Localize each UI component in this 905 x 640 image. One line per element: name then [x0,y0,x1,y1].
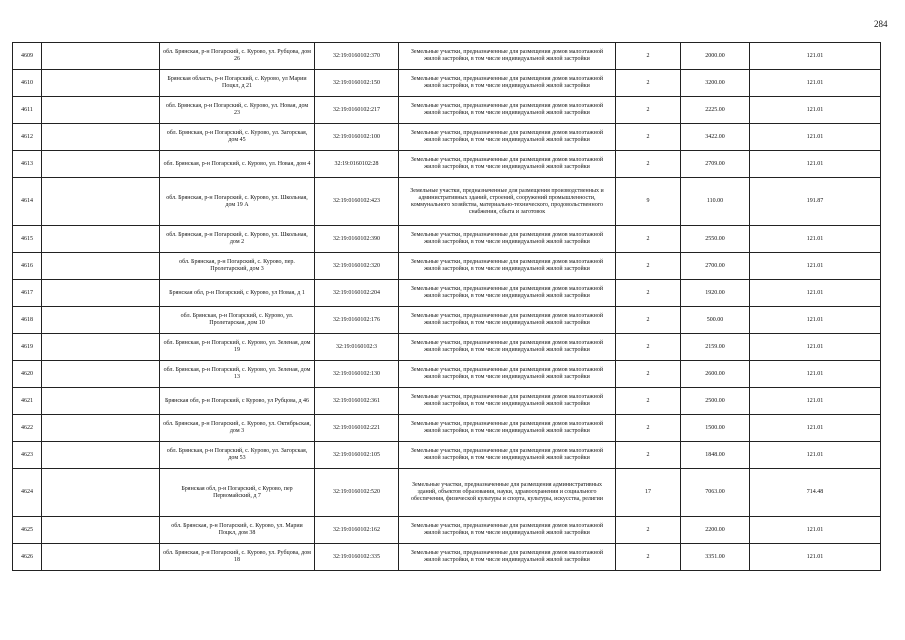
address-cell: обл. Брянская, р-н Погарский, с. Курово, ул. Пролетарская, дом 10 [160,307,315,334]
cadastral-number-cell: 32:19:0160102:150 [315,70,399,97]
blank-cell [42,415,160,442]
specific-value-cell: 121.01 [750,151,881,178]
area-cell: 7063.00 [681,469,750,517]
row-number-cell: 4609 [13,43,42,70]
row-number-cell: 4615 [13,226,42,253]
row-number-cell: 4620 [13,361,42,388]
row-number-cell: 4616 [13,253,42,280]
row-number-cell: 4622 [13,415,42,442]
cadastral-number-cell: 32:19:0160102:361 [315,388,399,415]
group-code-cell: 2 [616,544,681,571]
cadastral-number-cell: 32:19:0160102:100 [315,124,399,151]
table-row [13,43,881,70]
specific-value-cell: 121.01 [750,442,881,469]
specific-value-cell: 121.01 [750,361,881,388]
area-cell: 2159.00 [681,334,750,361]
specific-value-cell: 121.01 [750,70,881,97]
specific-value-cell: 191.87 [750,178,881,226]
cadastral-number-cell: 32:19:0160102:335 [315,544,399,571]
group-code-cell: 2 [616,517,681,544]
land-use-description-cell: Земельные участки, предназначенные для размещения производственных и административных зданий, строений, сооружений промышленности, коммунального хозяйства, материально-технического, продовольственного снабжения, сбыта и заготовок [399,178,616,226]
address-cell: обл. Брянская, р-н Погарский, с. Курово, ул. Зеленая, дом 13 [160,361,315,388]
area-cell: 110.00 [681,178,750,226]
specific-value-cell: 121.01 [750,544,881,571]
area-cell: 2500.00 [681,388,750,415]
row-number-cell: 4623 [13,442,42,469]
specific-value-cell: 121.01 [750,253,881,280]
row-number-cell: 4614 [13,178,42,226]
row-number-cell: 4626 [13,544,42,571]
address-cell: обл. Брянская, р-н Погарский, с. Курово, ул. Загорская, дом 53 [160,442,315,469]
blank-cell [42,124,160,151]
address-cell: обл. Брянская, р-н Погарский, с. Курово, ул. Рубцова, дом 18 [160,544,315,571]
land-use-description-cell: Земельные участки, предназначенные для размещения домов малоэтажной жилой застройки, в том числе индивидуальной жилой застройки [399,70,616,97]
group-code-cell: 2 [616,97,681,124]
address-cell: обл. Брянская, р-н Погарский, с. Курово, ул. Школьная, дом 19 А [160,178,315,226]
row-number-cell: 4610 [13,70,42,97]
land-use-description-cell: Земельные участки, предназначенные для размещения домов малоэтажной жилой застройки, в том числе индивидуальной жилой застройки [399,43,616,70]
address-cell: Брянская обл, р-н Погарский, с Курово, ул Рубцова, д 46 [160,388,315,415]
blank-cell [42,70,160,97]
land-use-description-cell: Земельные участки, предназначенные для размещения домов малоэтажной жилой застройки, в том числе индивидуальной жилой застройки [399,151,616,178]
blank-cell [42,151,160,178]
group-code-cell: 2 [616,43,681,70]
cadastral-number-cell: 32:19:0160102:221 [315,415,399,442]
table-row [13,97,881,124]
row-number-cell: 4624 [13,469,42,517]
group-code-cell: 9 [616,178,681,226]
table-body [13,43,881,571]
group-code-cell: 17 [616,469,681,517]
land-use-description-cell: Земельные участки, предназначенные для размещения домов малоэтажной жилой застройки, в том числе индивидуальной жилой застройки [399,361,616,388]
specific-value-cell: 121.01 [750,43,881,70]
blank-cell [42,442,160,469]
address-cell: Брянская обл, р-н Погарский, с Курово, ул Новая, д 1 [160,280,315,307]
group-code-cell: 2 [616,70,681,97]
group-code-cell: 2 [616,361,681,388]
specific-value-cell: 714.48 [750,469,881,517]
table-row [13,226,881,253]
specific-value-cell: 121.01 [750,307,881,334]
specific-value-cell: 121.01 [750,334,881,361]
blank-cell [42,334,160,361]
area-cell: 500.00 [681,307,750,334]
cadastral-number-cell: 32:19:0160102:3 [315,334,399,361]
table-row [13,70,881,97]
page-number: 284 [874,19,888,29]
table-row [13,415,881,442]
cadastral-number-cell: 32:19:0160102:217 [315,97,399,124]
cadastral-number-cell: 32:19:0160102:423 [315,178,399,226]
blank-cell [42,178,160,226]
row-number-cell: 4625 [13,517,42,544]
blank-cell [42,544,160,571]
land-use-description-cell: Земельные участки, предназначенные для размещения домов малоэтажной жилой застройки, в том числе индивидуальной жилой застройки [399,544,616,571]
cadastral-number-cell: 32:19:0160102:370 [315,43,399,70]
blank-cell [42,307,160,334]
group-code-cell: 2 [616,253,681,280]
table-row [13,124,881,151]
group-code-cell: 2 [616,151,681,178]
group-code-cell: 2 [616,334,681,361]
address-cell: обл. Брянская, р-н Погарский, с. Курово, ул. Октябрьская, дом 3 [160,415,315,442]
cadastral-number-cell: 32:19:0160102:105 [315,442,399,469]
address-cell: обл. Брянская, р-н Погарский, с. Курово, ул. Марии Поцкл, дом 38 [160,517,315,544]
land-use-description-cell: Земельные участки, предназначенные для размещения домов малоэтажной жилой застройки, в том числе индивидуальной жилой застройки [399,442,616,469]
blank-cell [42,253,160,280]
table-row [13,334,881,361]
address-cell: обл. Брянская, р-н Погарский, с. Курово, пер. Пролетарский, дом 3 [160,253,315,280]
land-use-description-cell: Земельные участки, предназначенные для размещения домов малоэтажной жилой застройки, в том числе индивидуальной жилой застройки [399,307,616,334]
blank-cell [42,361,160,388]
area-cell: 1500.00 [681,415,750,442]
address-cell: обл. Брянская, р-н Погарский, с. Курово, ул. Загорская, дом 45 [160,124,315,151]
table-row [13,544,881,571]
land-use-description-cell: Земельные участки, предназначенные для размещения домов малоэтажной жилой застройки, в том числе индивидуальной жилой застройки [399,388,616,415]
blank-cell [42,388,160,415]
row-number-cell: 4613 [13,151,42,178]
table-row [13,469,881,517]
address-cell: Брянская обл, р-н Погарский, с Курово, пер Первомайский, д 7 [160,469,315,517]
table-row [13,517,881,544]
row-number-cell: 4611 [13,97,42,124]
area-cell: 1848.00 [681,442,750,469]
area-cell: 2709.00 [681,151,750,178]
land-use-description-cell: Земельные участки, предназначенные для размещения домов малоэтажной жилой застройки, в том числе индивидуальной жилой застройки [399,415,616,442]
area-cell: 3422.00 [681,124,750,151]
cadastral-number-cell: 32:19:0160102:390 [315,226,399,253]
area-cell: 2700.00 [681,253,750,280]
land-use-description-cell: Земельные участки, предназначенные для размещения домов малоэтажной жилой застройки, в том числе индивидуальной жилой застройки [399,280,616,307]
row-number-cell: 4618 [13,307,42,334]
address-cell: обл. Брянская, р-н Погарский, с. Курово, ул. Школьная, дом 2 [160,226,315,253]
cadastral-number-cell: 32:19:0160102:28 [315,151,399,178]
area-cell: 2200.00 [681,517,750,544]
land-use-description-cell: Земельные участки, предназначенные для размещения домов малоэтажной жилой застройки, в том числе индивидуальной жилой застройки [399,124,616,151]
row-number-cell: 4619 [13,334,42,361]
specific-value-cell: 121.01 [750,388,881,415]
land-use-description-cell: Земельные участки, предназначенные для размещения домов малоэтажной жилой застройки, в том числе индивидуальной жилой застройки [399,334,616,361]
table-row [13,361,881,388]
specific-value-cell: 121.01 [750,517,881,544]
group-code-cell: 2 [616,124,681,151]
area-cell: 2225.00 [681,97,750,124]
address-cell: обл. Брянская, р-н Погарский, с. Курово, ул. Новая, дом 4 [160,151,315,178]
specific-value-cell: 121.01 [750,280,881,307]
blank-cell [42,517,160,544]
table-row [13,388,881,415]
address-cell: Брянская область, р-н Погарский, с. Курово, ул Марии Поцкл, д 21 [160,70,315,97]
specific-value-cell: 121.01 [750,124,881,151]
area-cell: 2550.00 [681,226,750,253]
table-row [13,151,881,178]
address-cell: обл. Брянская, р-н Погарский, с. Курово, ул. Зеленая, дом 19 [160,334,315,361]
table-row [13,280,881,307]
group-code-cell: 2 [616,442,681,469]
cadastral-number-cell: 32:19:0160102:320 [315,253,399,280]
cadastral-number-cell: 32:19:0160102:204 [315,280,399,307]
blank-cell [42,43,160,70]
land-registry-table [12,42,881,571]
cadastral-number-cell: 32:19:0160102:162 [315,517,399,544]
land-use-description-cell: Земельные участки, предназначенные для размещения домов малоэтажной жилой застройки, в том числе индивидуальной жилой застройки [399,226,616,253]
blank-cell [42,469,160,517]
group-code-cell: 2 [616,415,681,442]
row-number-cell: 4612 [13,124,42,151]
table-row [13,178,881,226]
row-number-cell: 4617 [13,280,42,307]
address-cell: обл. Брянская, р-н Погарский, с. Курово, ул. Рубцова, дом 26 [160,43,315,70]
cadastral-number-cell: 32:19:0160102:176 [315,307,399,334]
address-cell: обл. Брянская, р-н Погарский, с. Курово, ул. Новая, дом 23 [160,97,315,124]
blank-cell [42,226,160,253]
specific-value-cell: 121.01 [750,226,881,253]
group-code-cell: 2 [616,388,681,415]
cadastral-number-cell: 32:19:0160102:520 [315,469,399,517]
area-cell: 3200.00 [681,70,750,97]
specific-value-cell: 121.01 [750,97,881,124]
table-row [13,307,881,334]
land-use-description-cell: Земельные участки, предназначенные для размещения административных зданий, объектов образования, науки, здравоохранения и социального обеспечения, физической культуры и спорта, культуры, искусства, религии [399,469,616,517]
group-code-cell: 2 [616,280,681,307]
row-number-cell: 4621 [13,388,42,415]
table-row [13,253,881,280]
table-row [13,442,881,469]
area-cell: 2600.00 [681,361,750,388]
land-use-description-cell: Земельные участки, предназначенные для размещения домов малоэтажной жилой застройки, в том числе индивидуальной жилой застройки [399,97,616,124]
group-code-cell: 2 [616,307,681,334]
land-use-description-cell: Земельные участки, предназначенные для размещения домов малоэтажной жилой застройки, в том числе индивидуальной жилой застройки [399,517,616,544]
group-code-cell: 2 [616,226,681,253]
land-use-description-cell: Земельные участки, предназначенные для размещения домов малоэтажной жилой застройки, в том числе индивидуальной жилой застройки [399,253,616,280]
area-cell: 3351.00 [681,544,750,571]
area-cell: 2000.00 [681,43,750,70]
blank-cell [42,97,160,124]
area-cell: 1920.00 [681,280,750,307]
blank-cell [42,280,160,307]
cadastral-number-cell: 32:19:0160102:130 [315,361,399,388]
specific-value-cell: 121.01 [750,415,881,442]
